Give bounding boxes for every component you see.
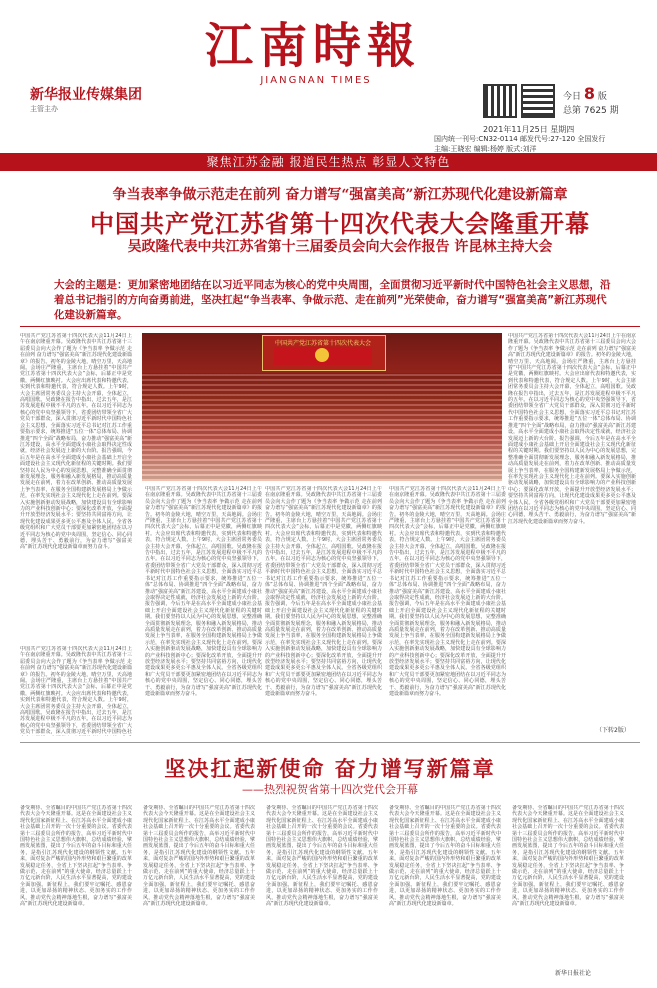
headline-subtitle: 吴政隆代表中共江苏省第十三届委员会向大会作报告 许昆林主持大会 <box>127 239 553 255</box>
publisher-group <box>30 84 142 114</box>
publication-info-line: 主编:王晓宏 编辑:杨婷 版式:刘洋 <box>434 145 537 153</box>
issue-unit: 版 <box>597 92 607 102</box>
commentary-column: 备受期待、全省瞩目的中国共产党江苏省第十四次代表大会今天隆重开幕。这是在全面建设社会主义现代化国家新征程上、在江苏高水平全面建成小康社会基础上召开的一次十分重要的会议。省委代表第十三届委员会所作的报告，高举习近平新时代中国特色社会主义思想伟大旗帜，总结成绩经验，擘画发展蓝图，提出了今后五年的奋斗目标和重大任务，是指引江苏现代化建设的纲领性文献。五年来，面对复杂严峻的国内外形势和艰巨繁重的改革发展稳定任务，全省上下坚决扛起“争当表率、争做示范、走在前列”的重大使命，经济总量跃上十万亿元新台阶，人民生活水平显著提高，党的建设全面加强。新征程上，我们要牢记嘱托、感恩奋进，以更加昂扬的精神状态、更加务实的工作作风，推动党代会精神落地生根，奋力谱写“强富美高”新江苏现代化建设新篇章。 <box>20 805 132 908</box>
commentary-signature: 新华日报社论 <box>555 970 592 977</box>
publication-info <box>434 134 644 154</box>
qr-code-icon <box>483 84 517 118</box>
article-column: 中国共产党江苏省第十四次代表大会11月24日上午在南京隆重开幕。吴政隆代表中共江苏省第十三届委员会向大会作了题为《争当表率 争做示范 走在前列 奋力谱写“强富美高”新江苏现代化建设新篇章》的报告。初冬的金陵大地，晴空万里，天高地阔。会场庄严隆重，主席台上方悬挂着“中国共产党江苏省第十四次代表大会”会标，后幕正中是党徽，两侧红旗映衬。大会应出席代表和特邀代表，实到代表和特邀代表，符合规定人数。上午9时，大会主席团常务委员会主持大会开幕，全体起立，高唱国歌。吴政隆在报告中指出，过去五年，是江苏发展进程中极不平凡的五年。在以习近平同志为核心的党中央坚强领导下，省委团结带领全省广大党员干部群众，深入贯彻习近平新时代中国特色社会主义思想，全面落实习近平总书记对江苏工作重要指示要求，统筹推进“五位一体”总体布局、协调推进“四个全面”战略布局，奋力推动“强富美高”新江苏建设，高水平全面建成小康社会取得决定性成就，经济社会发展迈上新的大台阶。报告强调，今后五年是在高水平全面建成小康社会基础上开启全面建设社会主义现代化新征程的关键时期。我们要坚持以人民为中心的发展思想，完整准确全面贯彻新发展理念，服务和融入新发展格局，推动高质量发展走在前列，着力在改革创新、推动高质量发展上争当表率，在服务全国构建新发展格局上争做示范，在率先实现社会主义现代化上走在前列。要深入实施创新驱动发展战略，加快建设具有全球影响力的产业科技创新中心；要深化改革开放，全面提升开放型经济发展水平；要坚持共同富裕方向，让现代化建设成果更多更公平惠及全体人民。全省各级党组织和广大党员干部要更加紧密地团结在以习近平同志为核心的党中央周围，坚定信心、同心同德，埋头苦干、勇毅前行，为奋力谱写“强富美高”新江苏现代化建设新篇章而努力奋斗。 <box>508 333 636 525</box>
publisher-name: 新华报业传媒集团 <box>30 87 142 103</box>
continued-note: （下转2版） <box>596 727 630 734</box>
divider <box>20 326 640 327</box>
audience-rows <box>142 373 502 481</box>
commentary-column: 备受期待、全省瞩目的中国共产党江苏省第十四次代表大会今天隆重开幕。这是在全面建设社会主义现代化国家新征程上、在江苏高水平全面建成小康社会基础上召开的一次十分重要的会议。省委代表第十三届委员会所作的报告，高举习近平新时代中国特色社会主义思想伟大旗帜，总结成绩经验，擘画发展蓝图，提出了今后五年的奋斗目标和重大任务，是指引江苏现代化建设的纲领性文献。五年来，面对复杂严峻的国内外形势和艰巨繁重的改革发展稳定任务，全省上下坚决扛起“争当表率、争做示范、走在前列”的重大使命，经济总量跃上十万亿元新台阶，人民生活水平显著提高，党的建设全面加强。新征程上，我们要牢记嘱托、感恩奋进，以更加昂扬的精神状态、更加务实的工作作风，推动党代会精神落地生根，奋力谱写“强富美高”新江苏现代化建设新篇章。 <box>389 805 501 908</box>
headline-main: 中国共产党江苏省第十四次代表大会隆重开幕 <box>90 209 590 238</box>
commentary-title: 坚决扛起新使命 奋力谱写新篇章 <box>164 756 496 781</box>
commentary-column: 备受期待、全省瞩目的中国共产党江苏省第十四次代表大会今天隆重开幕。这是在全面建设社会主义现代化国家新征程上、在江苏高水平全面建成小康社会基础上召开的一次十分重要的会议。省委代表第十三届委员会所作的报告，高举习近平新时代中国特色社会主义思想伟大旗帜，总结成绩经验，擘画发展蓝图，提出了今后五年的奋斗目标和重大任务，是指引江苏现代化建设的纲领性文献。五年来，面对复杂严峻的国内外形势和艰巨繁重的改革发展稳定任务，全省上下坚决扛起“争当表率、争做示范、走在前列”的重大使命，经济总量跃上十万亿元新台阶，人民生活水平显著提高，党的建设全面加强。新征程上，我们要牢记嘱托、感恩奋进，以更加昂扬的精神状态、更加务实的工作作风，推动党代会精神落地生根，奋力谱写“强富美高”新江苏现代化建设新篇章。 <box>143 805 255 908</box>
issue-date: 2021年11月25日 星期四 <box>483 125 575 134</box>
publication-info-line: 国内统一刊号:CN32-0114 邮发代号:27-120 全国发行 <box>434 135 606 143</box>
party-emblem-icon <box>315 348 329 362</box>
divider <box>20 742 640 743</box>
headline-kicker: 争当表率争做示范走在前列 奋力谱写“强富美高”新江苏现代化建设新篇章 <box>112 187 568 203</box>
issue-label: 今日 <box>563 92 582 102</box>
issue-pages: 8 <box>583 84 596 103</box>
issue-total: 总第 7625 期 <box>563 106 619 116</box>
masthead-title: 江南時報 <box>204 18 421 74</box>
masthead-subtitle: JIANGNAN TIMES <box>260 75 372 86</box>
article-column: 中国共产党江苏省第十四次代表大会11月24日上午在南京隆重开幕。吴政隆代表中共江苏省第十三届委员会向大会作了题为《争当表率 争做示范 走在前列 奋力谱写“强富美高”新江苏现代化建设新篇章》的报告。初冬的金陵大地，晴空万里，天高地阔。会场庄严隆重，主席台上方悬挂着“中国共产党江苏省第十四次代表大会”会标，后幕正中是党徽，两侧红旗映衬。大会应出席代表和特邀代表，实到代表和特邀代表，符合规定人数。上午9时，大会主席团常务委员会主持大会开幕，全体起立，高唱国歌。吴政隆在报告中指出，过去五年，是江苏发展进程中极不平凡的五年。在以习近平同志为核心的党中央坚强领导下，省委团结带领全省广大党员干部群众，深入贯彻习近平新时代中国特色社 <box>20 646 132 736</box>
issue-info <box>563 84 619 116</box>
publisher-note: 主管主办 <box>30 105 58 113</box>
slogan-text: 聚焦江苏金融 报道民生热点 彰显人文特色 <box>206 155 451 169</box>
commentary-column: 备受期待、全省瞩目的中国共产党江苏省第十四次代表大会今天隆重开幕。这是在全面建设社会主义现代化国家新征程上、在江苏高水平全面建成小康社会基础上召开的一次十分重要的会议。省委代表第十三届委员会所作的报告，高举习近平新时代中国特色社会主义思想伟大旗帜，总结成绩经验，擘画发展蓝图，提出了今后五年的奋斗目标和重大任务，是指引江苏现代化建设的纲领性文献。五年来，面对复杂严峻的国内外形势和艰巨繁重的改革发展稳定任务，全省上下坚决扛起“争当表率、争做示范、走在前列”的重大使命，经济总量跃上十万亿元新台阶，人民生活水平显著提高，党的建设全面加强。新征程上，我们要牢记嘱托、感恩奋进，以更加昂扬的精神状态、更加务实的工作作风，推动党代会精神落地生根，奋力谱写“强富美高”新江苏现代化建设新篇章。 <box>512 805 624 908</box>
lead-paragraph: 大会的主题是：更加紧密地团结在以习近平同志为核心的党中央周围，全面贯彻习近平新时代中国特色社会主义思想，沿着总书记指引的方向奋勇前进，坚决扛起“争当表率、争做示范、走在前列”光荣使命，奋力谱写“强富美高”新江苏现代化建设新篇章。 <box>54 279 611 321</box>
article-column: 中国共产党江苏省第十四次代表大会11月24日上午在南京隆重开幕。吴政隆代表中共江苏省第十三届委员会向大会作了题为《争当表率 争做示范 走在前列 奋力谱写“强富美高”新江苏现代化建设新篇章》的报告。初冬的金陵大地，晴空万里，天高地阔。会场庄严隆重，主席台上方悬挂着“中国共产党江苏省第十四次代表大会”会标，后幕正中是党徽，两侧红旗映衬。大会应出席代表和特邀代表，实到代表和特邀代表，符合规定人数。上午9时，大会主席团常务委员会主持大会开幕，全体起立，高唱国歌。吴政隆在报告中指出，过去五年，是江苏发展进程中极不平凡的五年。在以习近平同志为核心的党中央坚强领导下，省委团结带领全省广大党员干部群众，深入贯彻习近平新时代中国特色社会主义思想，全面落实习近平总书记对江苏工作重要指示要求，统筹推进“五位一体”总体布局、协调推进“四个全面”战略布局，奋力推动“强富美高”新江苏建设，高水平全面建成小康社会取得决定性成就，经济社会发展迈上新的大台阶。报告强调，今后五年是在高水平全面建成小康社会基础上开启全面建设社会主义现代化新征程的关键时期。我们要坚持以人民为中心的发展思想，完整准确全面贯彻新发展理念，服务和融入新发展格局，推动高质量发展走在前列，着力在改革创新、推动高质量发展上争当表率，在服务全国构建新发展格局上争做示范，在率先实现社会主义现代化上走在前列。要深入实施创新驱动发展战略，加快建设具有全球影响力的产业科技创新中心；要深化改革开放，全面提升开放型经济发展水平；要坚持共同富裕方向，让现代化建设成果更多更公平惠及全体人民。全省各级党组织和广大党员干部要更加紧密地团结在以习近平同志为核心的党中央周围，坚定信心、同心同德，埋头苦干、勇毅前行，为奋力谱写“强富美高”新江苏现代化建设新篇章而努力奋斗。 <box>265 486 382 697</box>
article-column: 中国共产党江苏省第十四次代表大会11月24日上午在南京隆重开幕。吴政隆代表中共江苏省第十三届委员会向大会作了题为《争当表率 争做示范 走在前列 奋力谱写“强富美高”新江苏现代化建设新篇章》的报告。初冬的金陵大地，晴空万里，天高地阔。会场庄严隆重，主席台上方悬挂着“中国共产党江苏省第十四次代表大会”会标，后幕正中是党徽，两侧红旗映衬。大会应出席代表和特邀代表，实到代表和特邀代表，符合规定人数。上午9时，大会主席团常务委员会主持大会开幕，全体起立，高唱国歌。吴政隆在报告中指出，过去五年，是江苏发展进程中极不平凡的五年。在以习近平同志为核心的党中央坚强领导下，省委团结带领全省广大党员干部群众，深入贯彻习近平新时代中国特色社会主义思想，全面落实习近平总书记对江苏工作重要指示要求，统筹推进“五位一体”总体布局、协调推进“四个全面”战略布局，奋力推动“强富美高”新江苏建设，高水平全面建成小康社会取得决定性成就，经济社会发展迈上新的大台阶。报告强调，今后五年是在高水平全面建成小康社会基础上开启全面建设社会主义现代化新征程的关键时期。我们要坚持以人民为中心的发展思想，完整准确全面贯彻新发展理念，服务和融入新发展格局，推动高质量发展走在前列，着力在改革创新、推动高质量发展上争当表率，在服务全国构建新发展格局上争做示范，在率先实现社会主义现代化上走在前列。要深入实施创新驱动发展战略，加快建设具有全球影响力的产业科技创新中心；要深化改革开放，全面提升开放型经济发展水平；要坚持共同富裕方向，让现代化建设成果更多更公平惠及全体人民。全省各级党组织和广大党员干部要更加紧密地团结在以习近平同志为核心的党中央周围，坚定信心、同心同德，埋头苦干、勇毅前行，为奋力谱写“强富美高”新江苏现代化建设新篇章而努力奋斗。 <box>20 333 132 551</box>
qr-code-icon <box>521 84 555 118</box>
congress-photo <box>142 333 502 481</box>
commentary-subtitle: ——热烈祝贺省第十四次党代会开幕 <box>242 783 418 796</box>
article-column: 中国共产党江苏省第十四次代表大会11月24日上午在南京隆重开幕。吴政隆代表中共江苏省第十三届委员会向大会作了题为《争当表率 争做示范 走在前列 奋力谱写“强富美高”新江苏现代化建设新篇章》的报告。初冬的金陵大地，晴空万里，天高地阔。会场庄严隆重，主席台上方悬挂着“中国共产党江苏省第十四次代表大会”会标，后幕正中是党徽，两侧红旗映衬。大会应出席代表和特邀代表，实到代表和特邀代表，符合规定人数。上午9时，大会主席团常务委员会主持大会开幕，全体起立，高唱国歌。吴政隆在报告中指出，过去五年，是江苏发展进程中极不平凡的五年。在以习近平同志为核心的党中央坚强领导下，省委团结带领全省广大党员干部群众，深入贯彻习近平新时代中国特色社会主义思想，全面落实习近平总书记对江苏工作重要指示要求，统筹推进“五位一体”总体布局、协调推进“四个全面”战略布局，奋力推动“强富美高”新江苏建设，高水平全面建成小康社会取得决定性成就，经济社会发展迈上新的大台阶。报告强调，今后五年是在高水平全面建成小康社会基础上开启全面建设社会主义现代化新征程的关键时期。我们要坚持以人民为中心的发展思想，完整准确全面贯彻新发展理念，服务和融入新发展格局，推动高质量发展走在前列，着力在改革创新、推动高质量发展上争当表率，在服务全国构建新发展格局上争做示范，在率先实现社会主义现代化上走在前列。要深入实施创新驱动发展战略，加快建设具有全球影响力的产业科技创新中心；要深化改革开放，全面提升开放型经济发展水平；要坚持共同富裕方向，让现代化建设成果更多更公平惠及全体人民。全省各级党组织和广大党员干部要更加紧密地团结在以习近平同志为核心的党中央周围，坚定信心、同心同德，埋头苦干、勇毅前行，为奋力谱写“强富美高”新江苏现代化建设新篇章而努力奋斗。 <box>145 486 262 697</box>
article-column: 中国共产党江苏省第十四次代表大会11月24日上午在南京隆重开幕。吴政隆代表中共江苏省第十三届委员会向大会作了题为《争当表率 争做示范 走在前列 奋力谱写“强富美高”新江苏现代化建设新篇章》的报告。初冬的金陵大地，晴空万里，天高地阔。会场庄严隆重，主席台上方悬挂着“中国共产党江苏省第十四次代表大会”会标，后幕正中是党徽，两侧红旗映衬。大会应出席代表和特邀代表，实到代表和特邀代表，符合规定人数。上午9时，大会主席团常务委员会主持大会开幕，全体起立，高唱国歌。吴政隆在报告中指出，过去五年，是江苏发展进程中极不平凡的五年。在以习近平同志为核心的党中央坚强领导下，省委团结带领全省广大党员干部群众，深入贯彻习近平新时代中国特色社会主义思想，全面落实习近平总书记对江苏工作重要指示要求，统筹推进“五位一体”总体布局、协调推进“四个全面”战略布局，奋力推动“强富美高”新江苏建设，高水平全面建成小康社会取得决定性成就，经济社会发展迈上新的大台阶。报告强调，今后五年是在高水平全面建成小康社会基础上开启全面建设社会主义现代化新征程的关键时期。我们要坚持以人民为中心的发展思想，完整准确全面贯彻新发展理念，服务和融入新发展格局，推动高质量发展走在前列，着力在改革创新、推动高质量发展上争当表率，在服务全国构建新发展格局上争做示范，在率先实现社会主义现代化上走在前列。要深入实施创新驱动发展战略，加快建设具有全球影响力的产业科技创新中心；要深化改革开放，全面提升开放型经济发展水平；要坚持共同富裕方向，让现代化建设成果更多更公平惠及全体人民。全省各级党组织和广大党员干部要更加紧密地团结在以习近平同志为核心的党中央周围，坚定信心、同心同德，埋头苦干、勇毅前行，为奋力谱写“强富美高”新江苏现代化建设新篇章而努力奋斗。 <box>389 486 506 697</box>
photo-banner-text: 中国共产党江苏省第十四次代表大会 <box>274 340 371 347</box>
commentary-column: 备受期待、全省瞩目的中国共产党江苏省第十四次代表大会今天隆重开幕。这是在全面建设社会主义现代化国家新征程上、在江苏高水平全面建成小康社会基础上召开的一次十分重要的会议。省委代表第十三届委员会所作的报告，高举习近平新时代中国特色社会主义思想伟大旗帜，总结成绩经验，擘画发展蓝图，提出了今后五年的奋斗目标和重大任务，是指引江苏现代化建设的纲领性文献。五年来，面对复杂严峻的国内外形势和艰巨繁重的改革发展稳定任务，全省上下坚决扛起“争当表率、争做示范、走在前列”的重大使命，经济总量跃上十万亿元新台阶，人民生活水平显著提高，党的建设全面加强。新征程上，我们要牢记嘱托、感恩奋进，以更加昂扬的精神状态、更加务实的工作作风，推动党代会精神落地生根，奋力谱写“强富美高”新江苏现代化建设新篇章。 <box>266 805 378 908</box>
